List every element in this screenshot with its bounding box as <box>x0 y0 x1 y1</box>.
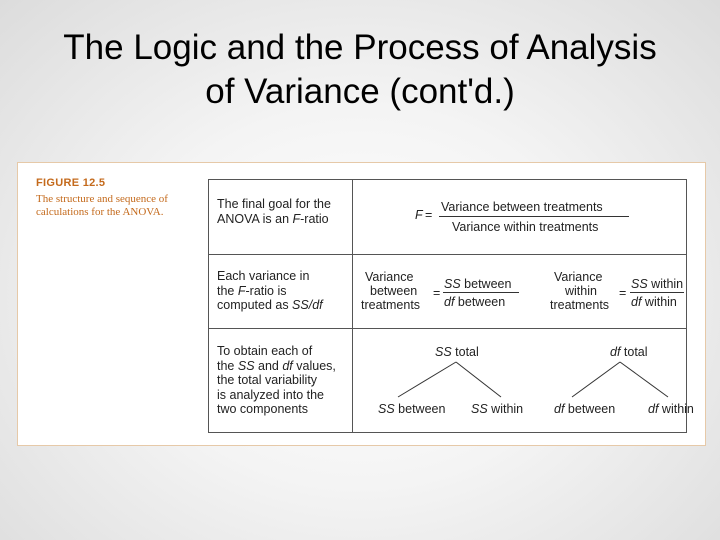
row3-line-3: the total variability <box>217 373 318 387</box>
df-between-node: df between <box>554 402 616 416</box>
df-total-node: df total <box>610 345 648 359</box>
variance-within-word2: within <box>565 284 597 298</box>
figure-label: FIGURE 12.5 <box>36 177 106 189</box>
row1-line-2: ANOVA is an F-ratio <box>217 211 329 226</box>
f-denominator: Variance within treatments <box>452 220 599 234</box>
variance-between-word3: treatments <box>361 298 421 312</box>
ss-between-node: SS between <box>378 402 446 416</box>
f-symbol: F <box>415 208 423 222</box>
row1-line-1: The final goal for the <box>217 197 331 211</box>
variance-between-word2: between <box>370 284 418 298</box>
f-numerator: Variance between treatments <box>441 200 603 214</box>
variance-within-word3: treatments <box>550 298 610 312</box>
slide-title-line-2: of Variance (cont'd.) <box>205 72 515 111</box>
row3-line-1: To obtain each of <box>217 344 313 358</box>
ss-between-numerator: SS between <box>444 277 512 291</box>
variance-within-word1: Variance <box>554 270 603 284</box>
ss-left-branch <box>398 362 456 397</box>
row3-line-4: is analyzed into the <box>217 387 325 402</box>
f-equals-sign: = <box>425 208 433 222</box>
variance-between-word1: Variance <box>365 270 414 284</box>
ss-within-node: SS within <box>471 402 524 416</box>
ss-right-branch <box>456 362 501 397</box>
df-within-node: df within <box>648 402 694 416</box>
df-left-branch <box>572 362 620 397</box>
slide-title <box>0 26 720 114</box>
figure-description: The structure and sequence of calculations for the ANOVA. <box>36 193 168 218</box>
row3-line-5: two components <box>217 402 309 416</box>
ss-total-node: SS total <box>435 345 479 359</box>
slide-title-line-1: The Logic and the Process of Analysis <box>63 28 657 67</box>
row2-line-3: computed as SS/df <box>217 298 323 312</box>
between-equals-sign: = <box>433 286 441 300</box>
df-within-denominator: df within <box>631 295 677 309</box>
ss-within-numerator: SS within <box>631 277 684 291</box>
partition-tree-lines <box>209 180 686 432</box>
row2-line-1: Each variance in <box>217 269 310 283</box>
anova-figure <box>17 162 706 446</box>
df-between-denominator: df between <box>444 295 506 309</box>
row3-line-2: the SS and df values, <box>217 358 336 373</box>
anova-table <box>208 179 694 433</box>
figure-caption <box>36 177 206 219</box>
row2-line-2: the F-ratio is <box>217 283 287 298</box>
within-equals-sign: = <box>619 286 627 300</box>
df-right-branch <box>620 362 668 397</box>
